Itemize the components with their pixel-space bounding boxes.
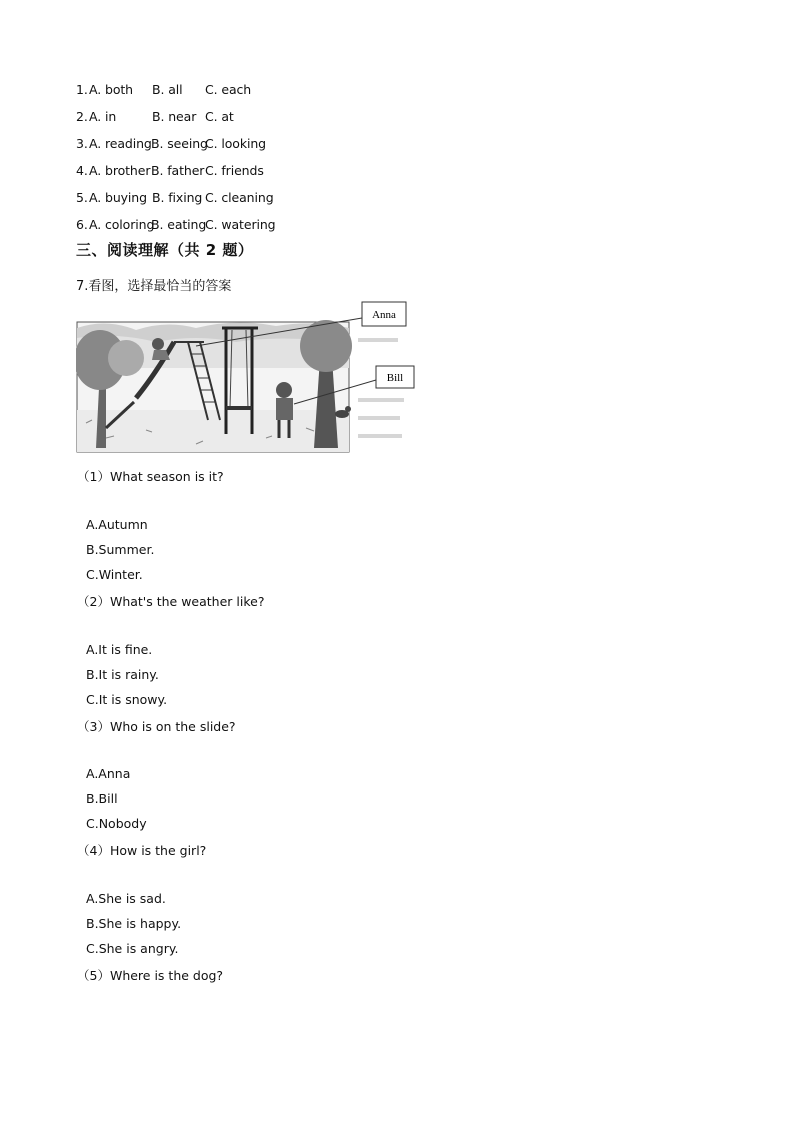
playground-illustration [76,298,418,454]
answer-option: B.It is rainy. [86,667,159,682]
choice-number: 4. [76,163,88,178]
section-title: 三、阅读理解（共 2 题） [76,241,254,259]
answer-option: B.Bill [86,791,118,806]
choice-number: 2. [76,109,88,124]
answer-option: B.She is happy. [86,916,182,931]
choice-option-c: C. looking [205,136,267,151]
question-7-title: 7.看图，选择最恰当的答案 [76,279,232,294]
choice-option-c: C. at [205,109,234,124]
sub-question-3: （3）Who is on the slide? [77,719,236,734]
sub-question-5: （5）Where is the dog? [77,968,224,983]
choice-number: 6. [76,217,88,232]
choice-option-b: B. near [152,109,197,124]
choice-option-b: B. fixing [152,190,203,205]
sub-question-1: （1）What season is it? [77,469,224,484]
choice-number: 3. [76,136,88,151]
choice-option-b: B. eating [151,217,207,232]
choice-option-c: C. each [205,82,252,97]
choice-option-a: A. reading [89,136,152,151]
choice-option-c: C. friends [205,163,264,178]
choice-option-a: A. in [89,109,117,124]
answer-option: A.Anna [86,766,131,781]
choice-option-a: A. coloring [89,217,155,232]
choice-option-c: C. watering [205,217,276,232]
choice-option-a: A. brother [89,163,151,178]
answer-option: A.Autumn [86,517,148,532]
choice-option-a: A. buying [89,190,147,205]
choice-option-b: B. all [152,82,183,97]
answer-option: B.Summer. [86,542,155,557]
choice-option-c: C. cleaning [205,190,274,205]
answer-option: C.Winter. [86,567,143,582]
choice-option-a: A. both [89,82,133,97]
choice-option-b: B. father [151,163,205,178]
choice-number: 5. [76,190,88,205]
playground-drawing [76,298,418,454]
sub-question-2: （2）What's the weather like? [77,594,265,609]
answer-option: C.It is snowy. [86,692,168,707]
answer-option: C.Nobody [86,816,147,831]
bill-label: Bill [386,372,404,384]
sub-question-4: （4）How is the girl? [77,843,207,858]
answer-option: C.She is angry. [86,941,179,956]
choice-option-b: B. seeing [151,136,208,151]
anna-label: Anna [372,309,396,321]
answer-option: A.She is sad. [86,891,166,906]
choice-number: 1. [76,82,88,97]
answer-option: A.It is fine. [86,642,153,657]
